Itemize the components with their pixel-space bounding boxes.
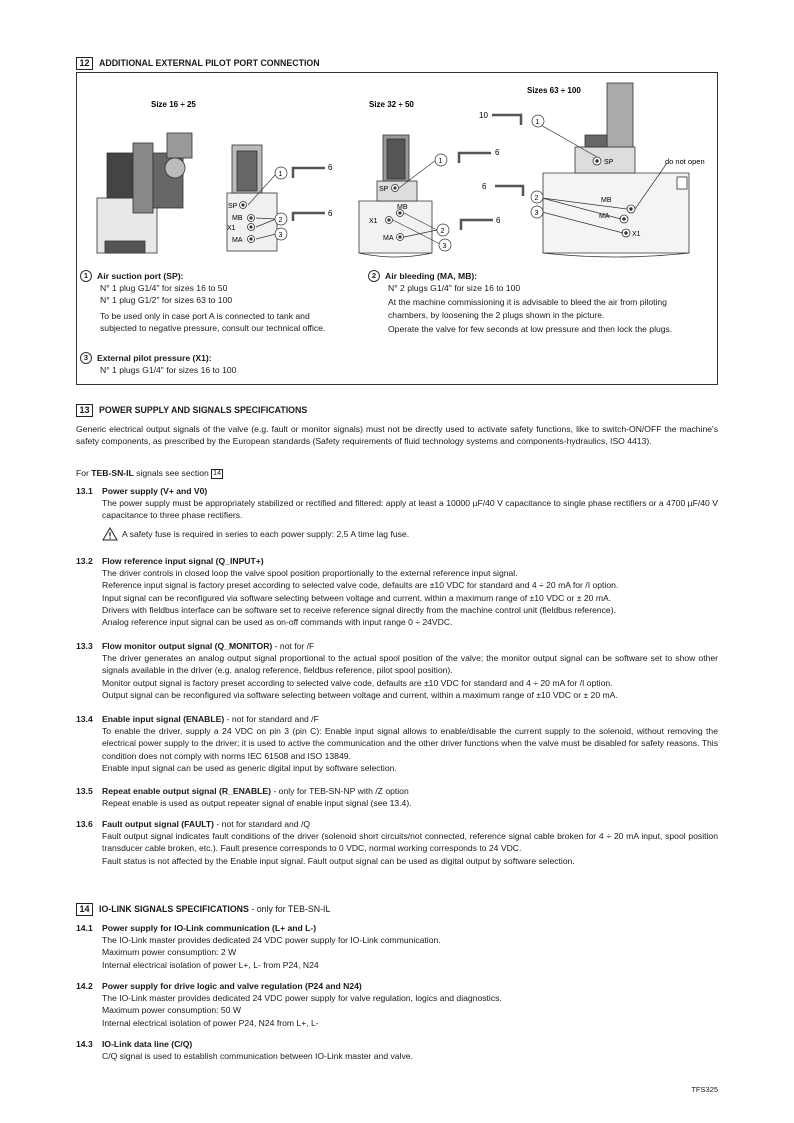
subsection-heading bbox=[76, 713, 718, 725]
body-line: C/Q signal is used to establish communication between IO-Link master and valve. bbox=[102, 1051, 413, 1062]
key-size-6: 6 bbox=[482, 182, 487, 191]
section-title: POWER SUPPLY AND SIGNALS SPECIFICATIONS bbox=[99, 405, 308, 416]
subsection-body bbox=[76, 797, 718, 809]
valve-small-front bbox=[227, 145, 277, 251]
subsection-heading bbox=[76, 1038, 718, 1050]
section-title bbox=[99, 903, 330, 915]
body-line: The driver generates an analog output signal proportional to the actual spool position of the valve; the monitor output signal can be software set to show other signals available in the driver (e.g. analog reference, fieldbus reference, pilot spool position). bbox=[102, 653, 718, 676]
do-not-open-label: do not open bbox=[665, 157, 705, 166]
port-mb-label: MB bbox=[232, 215, 243, 222]
subsection-heading bbox=[76, 785, 718, 797]
body-line: Fault output signal indicates fault conditions of the driver (solenoid short circuits/not connected, reference signal cable broken for 4 ÷ 20 mA input, spool position transducer cable broken, etc.). Fault presence corresponds to 0 VDC, normal working corresponds to 24 VDC. bbox=[102, 831, 718, 854]
teb-reference bbox=[76, 467, 718, 479]
key-size-6: 6 bbox=[496, 216, 501, 225]
teb-model: TEB-SN-IL bbox=[91, 468, 134, 478]
subsection-note: - only for TEB-SN-NP with /Z option bbox=[271, 786, 409, 796]
note-line: N° 2 plugs G1/4" for size 16 to 100 bbox=[388, 283, 521, 294]
subsection-14-1 bbox=[76, 922, 718, 971]
key-size-6: 6 bbox=[328, 163, 333, 172]
subsection-13-6 bbox=[76, 818, 718, 867]
body-line: Analog reference input signal can be used as on-off commands with input range 0 ÷ 24VDC. bbox=[102, 617, 453, 628]
note-number: 3 bbox=[80, 352, 92, 364]
subsection-title: IO-Link data line (C/Q) bbox=[102, 1039, 193, 1049]
key-size-6: 6 bbox=[328, 209, 333, 218]
callout-1: 1 bbox=[438, 158, 443, 165]
subsection-title: Flow monitor output signal (Q_MONITOR) bbox=[102, 641, 273, 651]
section-14-heading bbox=[76, 903, 330, 916]
subsection-body bbox=[76, 1050, 718, 1062]
subsection-title: Flow reference input signal (Q_INPUT+) bbox=[102, 556, 264, 566]
safety-warning bbox=[102, 527, 718, 541]
note-line: N° 1 plug G1/4" for sizes 16 to 50 bbox=[100, 283, 228, 294]
subsection-number: 13.2 bbox=[76, 556, 93, 566]
subsection-title: Repeat enable output signal (R_ENABLE) bbox=[102, 786, 272, 796]
body-line: Internal electrical isolation of power L+, L- from P24, N24 bbox=[102, 959, 319, 970]
valve-small-side bbox=[97, 133, 192, 253]
subsection-number: 14.3 bbox=[76, 1039, 93, 1049]
callout-3: 3 bbox=[442, 243, 447, 250]
subsection-title: Power supply (V+ and V0) bbox=[102, 486, 208, 496]
note-title: External pilot pressure (X1): bbox=[97, 353, 212, 363]
subsection-13-1 bbox=[76, 485, 718, 541]
port-sp-label: SP bbox=[604, 159, 614, 166]
port-ma-label: MA bbox=[232, 237, 243, 244]
teb-text: For bbox=[76, 468, 92, 478]
safety-intro: Generic electrical output signals of the valve (e.g. fault or monitor signals) must not be directly used to activate safety functions, like to switch-ON/OFF the machine's safety components, as prescribed by the European standards (Safety requirements of fluid technology systems and components-hydraulics, ISO 4413). bbox=[76, 424, 718, 447]
subsection-title: Fault output signal (FAULT) bbox=[102, 819, 215, 829]
subsection-13-4 bbox=[76, 713, 718, 774]
subsection-title: Power supply for drive logic and valve regulation (P24 and N24) bbox=[102, 981, 362, 991]
key-size-6: 6 bbox=[495, 148, 500, 157]
teb-text: signals see section bbox=[133, 468, 212, 478]
body-line: Maximum power consumption: 2 W bbox=[102, 947, 237, 958]
subsection-heading bbox=[76, 555, 718, 567]
subsection-number: 13.5 bbox=[76, 786, 93, 796]
port-ma-label: MA bbox=[599, 213, 610, 220]
body-line: The IO-Link master provides dedicated 24 VDC power supply for valve regulation, logics and diagnostics. bbox=[102, 993, 502, 1004]
title-text: IO-LINK SIGNALS SPECIFICATIONS bbox=[99, 904, 249, 915]
note-line: Operate the valve for few seconds at low pressure and then lock the plugs. bbox=[388, 323, 673, 334]
subsection-body bbox=[76, 567, 718, 628]
section-13-heading bbox=[76, 404, 307, 417]
key-size-10: 10 bbox=[479, 111, 488, 120]
section-number: 12 bbox=[76, 57, 93, 70]
subsection-note: - not for standard and /F bbox=[224, 714, 319, 724]
port-x1-label: X1 bbox=[227, 225, 236, 232]
subsection-body bbox=[76, 830, 718, 867]
subsection-number: 14.2 bbox=[76, 981, 93, 991]
body-line: Output signal can be reconfigured via software selecting between voltage and current, within a maximum range of ±10 VDC or ± 20 mA. bbox=[102, 689, 618, 700]
port-mb-label: MB bbox=[601, 197, 612, 204]
size-label-32-50: Size 32 ÷ 50 bbox=[369, 100, 414, 109]
callout-2: 2 bbox=[440, 228, 445, 235]
size-label-63-100: Sizes 63 ÷ 100 bbox=[527, 86, 581, 95]
body-line: Internal electrical isolation of power P24, N24 from L+, L- bbox=[102, 1017, 319, 1028]
size-label-16-25: Size 16 ÷ 25 bbox=[151, 100, 196, 109]
section-ref[interactable]: 14 bbox=[213, 469, 221, 477]
body-line: Monitor output signal is factory preset according to selected valve code, defaults are ±10 VDC for standard and 4 ÷ 20 mA for /I option. bbox=[102, 677, 613, 688]
body-line: The driver controls in closed loop the valve spool position proportionally to the external reference input signal. bbox=[102, 568, 518, 579]
note-line: N° 1 plug G1/2" for sizes 63 to 100 bbox=[100, 295, 233, 306]
section-number: 14 bbox=[76, 903, 93, 916]
port-sp-label: SP bbox=[379, 186, 389, 193]
note-title: Air bleeding (MA, MB): bbox=[385, 271, 478, 281]
port-x1-label: X1 bbox=[632, 231, 641, 238]
body-line: Drivers with fieldbus interface can be software set to receive reference signal directly from the machine control unit (fieldbus reference). bbox=[102, 604, 616, 615]
note-number: 2 bbox=[368, 270, 380, 282]
callout-2: 2 bbox=[534, 195, 539, 202]
note-air-suction bbox=[80, 270, 370, 334]
callout-2: 2 bbox=[278, 217, 283, 224]
subsection-note: - not for standard and /Q bbox=[214, 819, 311, 829]
note-line: N° 1 plugs G1/4" for sizes 16 to 100 bbox=[100, 365, 237, 376]
warning-text: A safety fuse is required in series to each power supply: 2,5 A time lag fuse. bbox=[122, 528, 410, 539]
document-code: TFS325 bbox=[691, 1085, 718, 1094]
subsection-13-3 bbox=[76, 640, 718, 701]
subsection-14-2 bbox=[76, 980, 718, 1029]
body-line: Maximum power consumption: 50 W bbox=[102, 1005, 241, 1016]
subsection-number: 14.1 bbox=[76, 923, 93, 933]
warning-triangle-icon bbox=[102, 527, 118, 541]
subsection-heading bbox=[76, 485, 718, 497]
subsection-13-5 bbox=[76, 785, 718, 809]
subsection-body bbox=[76, 725, 718, 774]
subsection-number: 13.4 bbox=[76, 714, 93, 724]
note-line: subjected to negative pressure, consult our technical office. bbox=[100, 322, 326, 333]
subsection-heading bbox=[76, 922, 718, 934]
subsection-13-2 bbox=[76, 555, 718, 628]
port-mb-label: MB bbox=[397, 204, 408, 211]
section-title: ADDITIONAL EXTERNAL PILOT PORT CONNECTION bbox=[99, 58, 320, 69]
subsection-body bbox=[76, 992, 718, 1029]
callout-3: 3 bbox=[278, 232, 283, 239]
subsection-body bbox=[76, 497, 718, 540]
body-line: Fault status is not affected by the Enable input signal. Fault output signal can be used as digital output by software selection. bbox=[102, 855, 575, 866]
subsection-body bbox=[76, 652, 718, 701]
section-12-heading bbox=[76, 57, 320, 70]
port-sp-label: SP bbox=[228, 203, 238, 210]
note-external-pilot bbox=[80, 352, 370, 376]
port-x1-label: X1 bbox=[369, 218, 378, 225]
port-ma-label: MA bbox=[383, 235, 394, 242]
valve-medium bbox=[359, 135, 432, 257]
body-line: Repeat enable is used as output repeater signal of enable input signal (see 13.4). bbox=[102, 798, 412, 809]
pilot-port-illustration bbox=[77, 73, 719, 273]
pilot-port-figure-frame bbox=[76, 72, 718, 385]
body-line: Reference input signal is factory preset according to selected valve code, defaults are ±10 VDC for standard and 4 ÷ 20 mA for /I option. bbox=[102, 580, 619, 591]
subsection-heading bbox=[76, 640, 718, 652]
body-line: Input signal can be reconfigured via software selecting between voltage and current, within a maximum range of ±10 VDC or ± 20 mA. bbox=[102, 592, 612, 603]
subsection-number: 13.6 bbox=[76, 819, 93, 829]
subsection-number: 13.3 bbox=[76, 641, 93, 651]
subsection-number: 13.1 bbox=[76, 486, 93, 496]
subsection-title: Enable input signal (ENABLE) bbox=[102, 714, 225, 724]
callout-1: 1 bbox=[535, 119, 540, 126]
body-line: To enable the driver, supply a 24 VDC on pin 3 (pin C): Enable input signal allows to enable/disable the current supply to the solenoid, without removing the electrical power supply to the driver; it is used to active the communication and the other driver functions when the valve must be disabled for safety reasons. This condition does not comply with norms IEC 61508 and ISO 13849. bbox=[102, 726, 718, 761]
subsection-heading bbox=[76, 980, 718, 992]
note-title: Air suction port (SP): bbox=[97, 271, 184, 281]
subsection-14-3 bbox=[76, 1038, 718, 1062]
title-note: - only for TEB-SN-IL bbox=[248, 904, 331, 915]
body-line: The power supply must be appropriately stabilized or rectified and filtered: apply at least a 10000 µF/40 V capacitance to single phase rectifiers or a 4700 µF/40 V capacitance to three phase rectifiers. bbox=[102, 498, 718, 521]
callout-1: 1 bbox=[278, 171, 283, 178]
note-number: 1 bbox=[80, 270, 92, 282]
section-number: 13 bbox=[76, 404, 93, 417]
subsection-body bbox=[76, 934, 718, 971]
subsection-title: Power supply for IO-Link communication (L+ and L-) bbox=[102, 923, 317, 933]
note-line: To be used only in case port A is connected to tank and bbox=[100, 310, 310, 321]
subsection-heading bbox=[76, 818, 718, 830]
callout-3: 3 bbox=[534, 210, 539, 217]
body-line: The IO-Link master provides dedicated 24 VDC power supply for IO-Link communication. bbox=[102, 935, 441, 946]
note-line: At the machine commissioning it is advisable to bleed the air from piloting bbox=[388, 297, 667, 308]
note-air-bleeding bbox=[368, 270, 713, 335]
body-line: Enable input signal can be used as generic digital input by software selection. bbox=[102, 762, 397, 773]
subsection-note: - not for /F bbox=[272, 641, 315, 651]
note-line: chambers, by loosening the 2 plugs shown in the picture. bbox=[388, 309, 605, 320]
